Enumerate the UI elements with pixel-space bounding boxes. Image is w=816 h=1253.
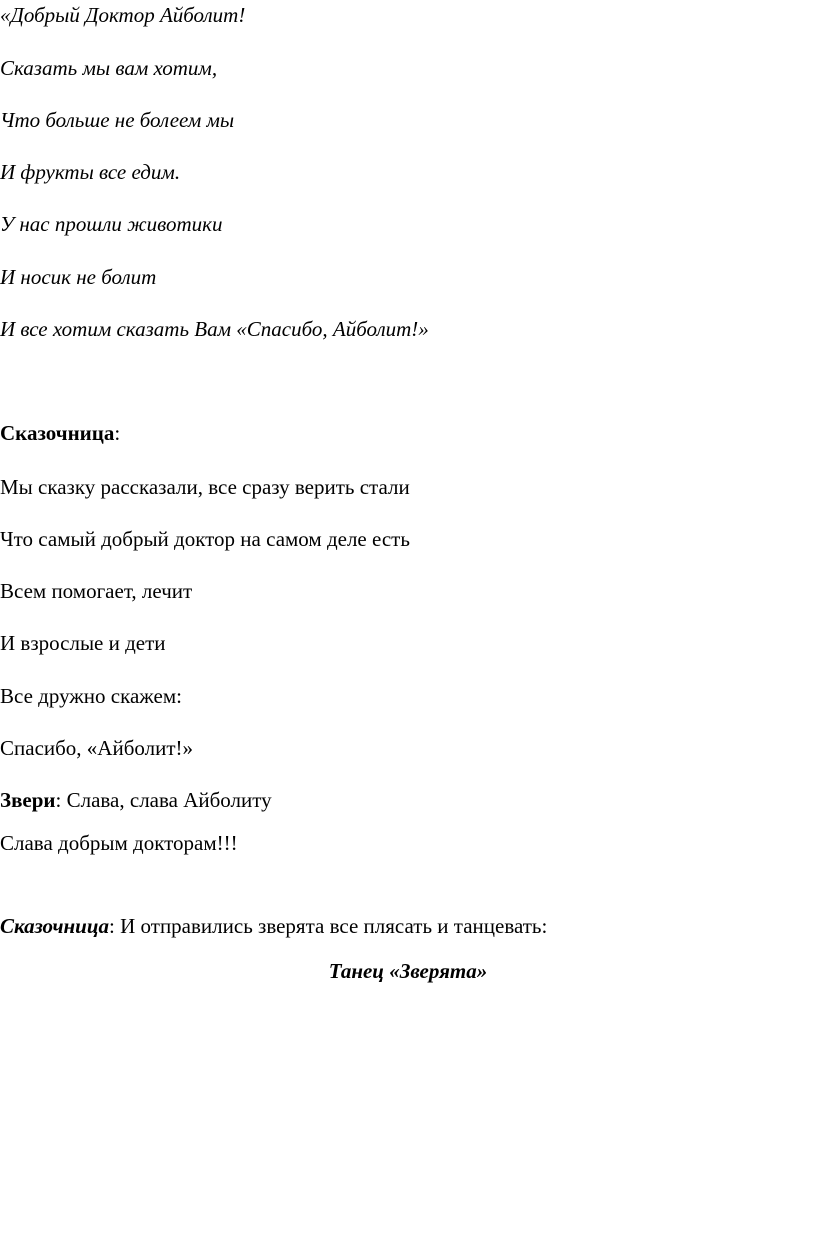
poem-line: Сказать мы вам хотим, xyxy=(0,56,218,80)
storyteller-line: Мы сказку рассказали, все сразу верить стали xyxy=(0,475,410,499)
poem-line: И фрукты все едим. xyxy=(0,160,181,184)
storyteller-line: И взрослые и дети xyxy=(0,631,166,655)
storyteller-line: Спасибо, «Айболит!» xyxy=(0,736,194,760)
animals-text: : Слава, слава Айболиту xyxy=(55,788,272,812)
speaker-name: Сказочница xyxy=(0,421,115,445)
speaker-colon: : xyxy=(114,421,121,445)
animals-line xyxy=(0,787,272,813)
final-storyteller-line xyxy=(0,913,547,939)
final-text: : И отправились зверята все плясать и танцевать: xyxy=(109,914,548,938)
animals-line-2: Слава добрым докторам!!! xyxy=(0,831,238,855)
poem-line: У нас прошли животики xyxy=(0,212,223,236)
storyteller-heading xyxy=(0,420,120,446)
dance-title: Танец «Зверята» xyxy=(328,959,488,983)
storyteller-line: Всем помогает, лечит xyxy=(0,579,193,603)
poem-line: «Добрый Доктор Айболит! xyxy=(0,3,246,27)
final-speaker: Сказочница xyxy=(0,914,110,938)
poem-line: И носик не болит xyxy=(0,265,157,289)
poem-line: И все хотим сказать Вам «Спасибо, Айболит!» xyxy=(0,317,429,341)
storyteller-line: Все дружно скажем: xyxy=(0,684,182,708)
storyteller-line: Что самый добрый доктор на самом деле есть xyxy=(0,527,410,551)
animals-speaker: Звери xyxy=(0,788,56,812)
poem-line: Что больше не болеем мы xyxy=(0,108,235,132)
